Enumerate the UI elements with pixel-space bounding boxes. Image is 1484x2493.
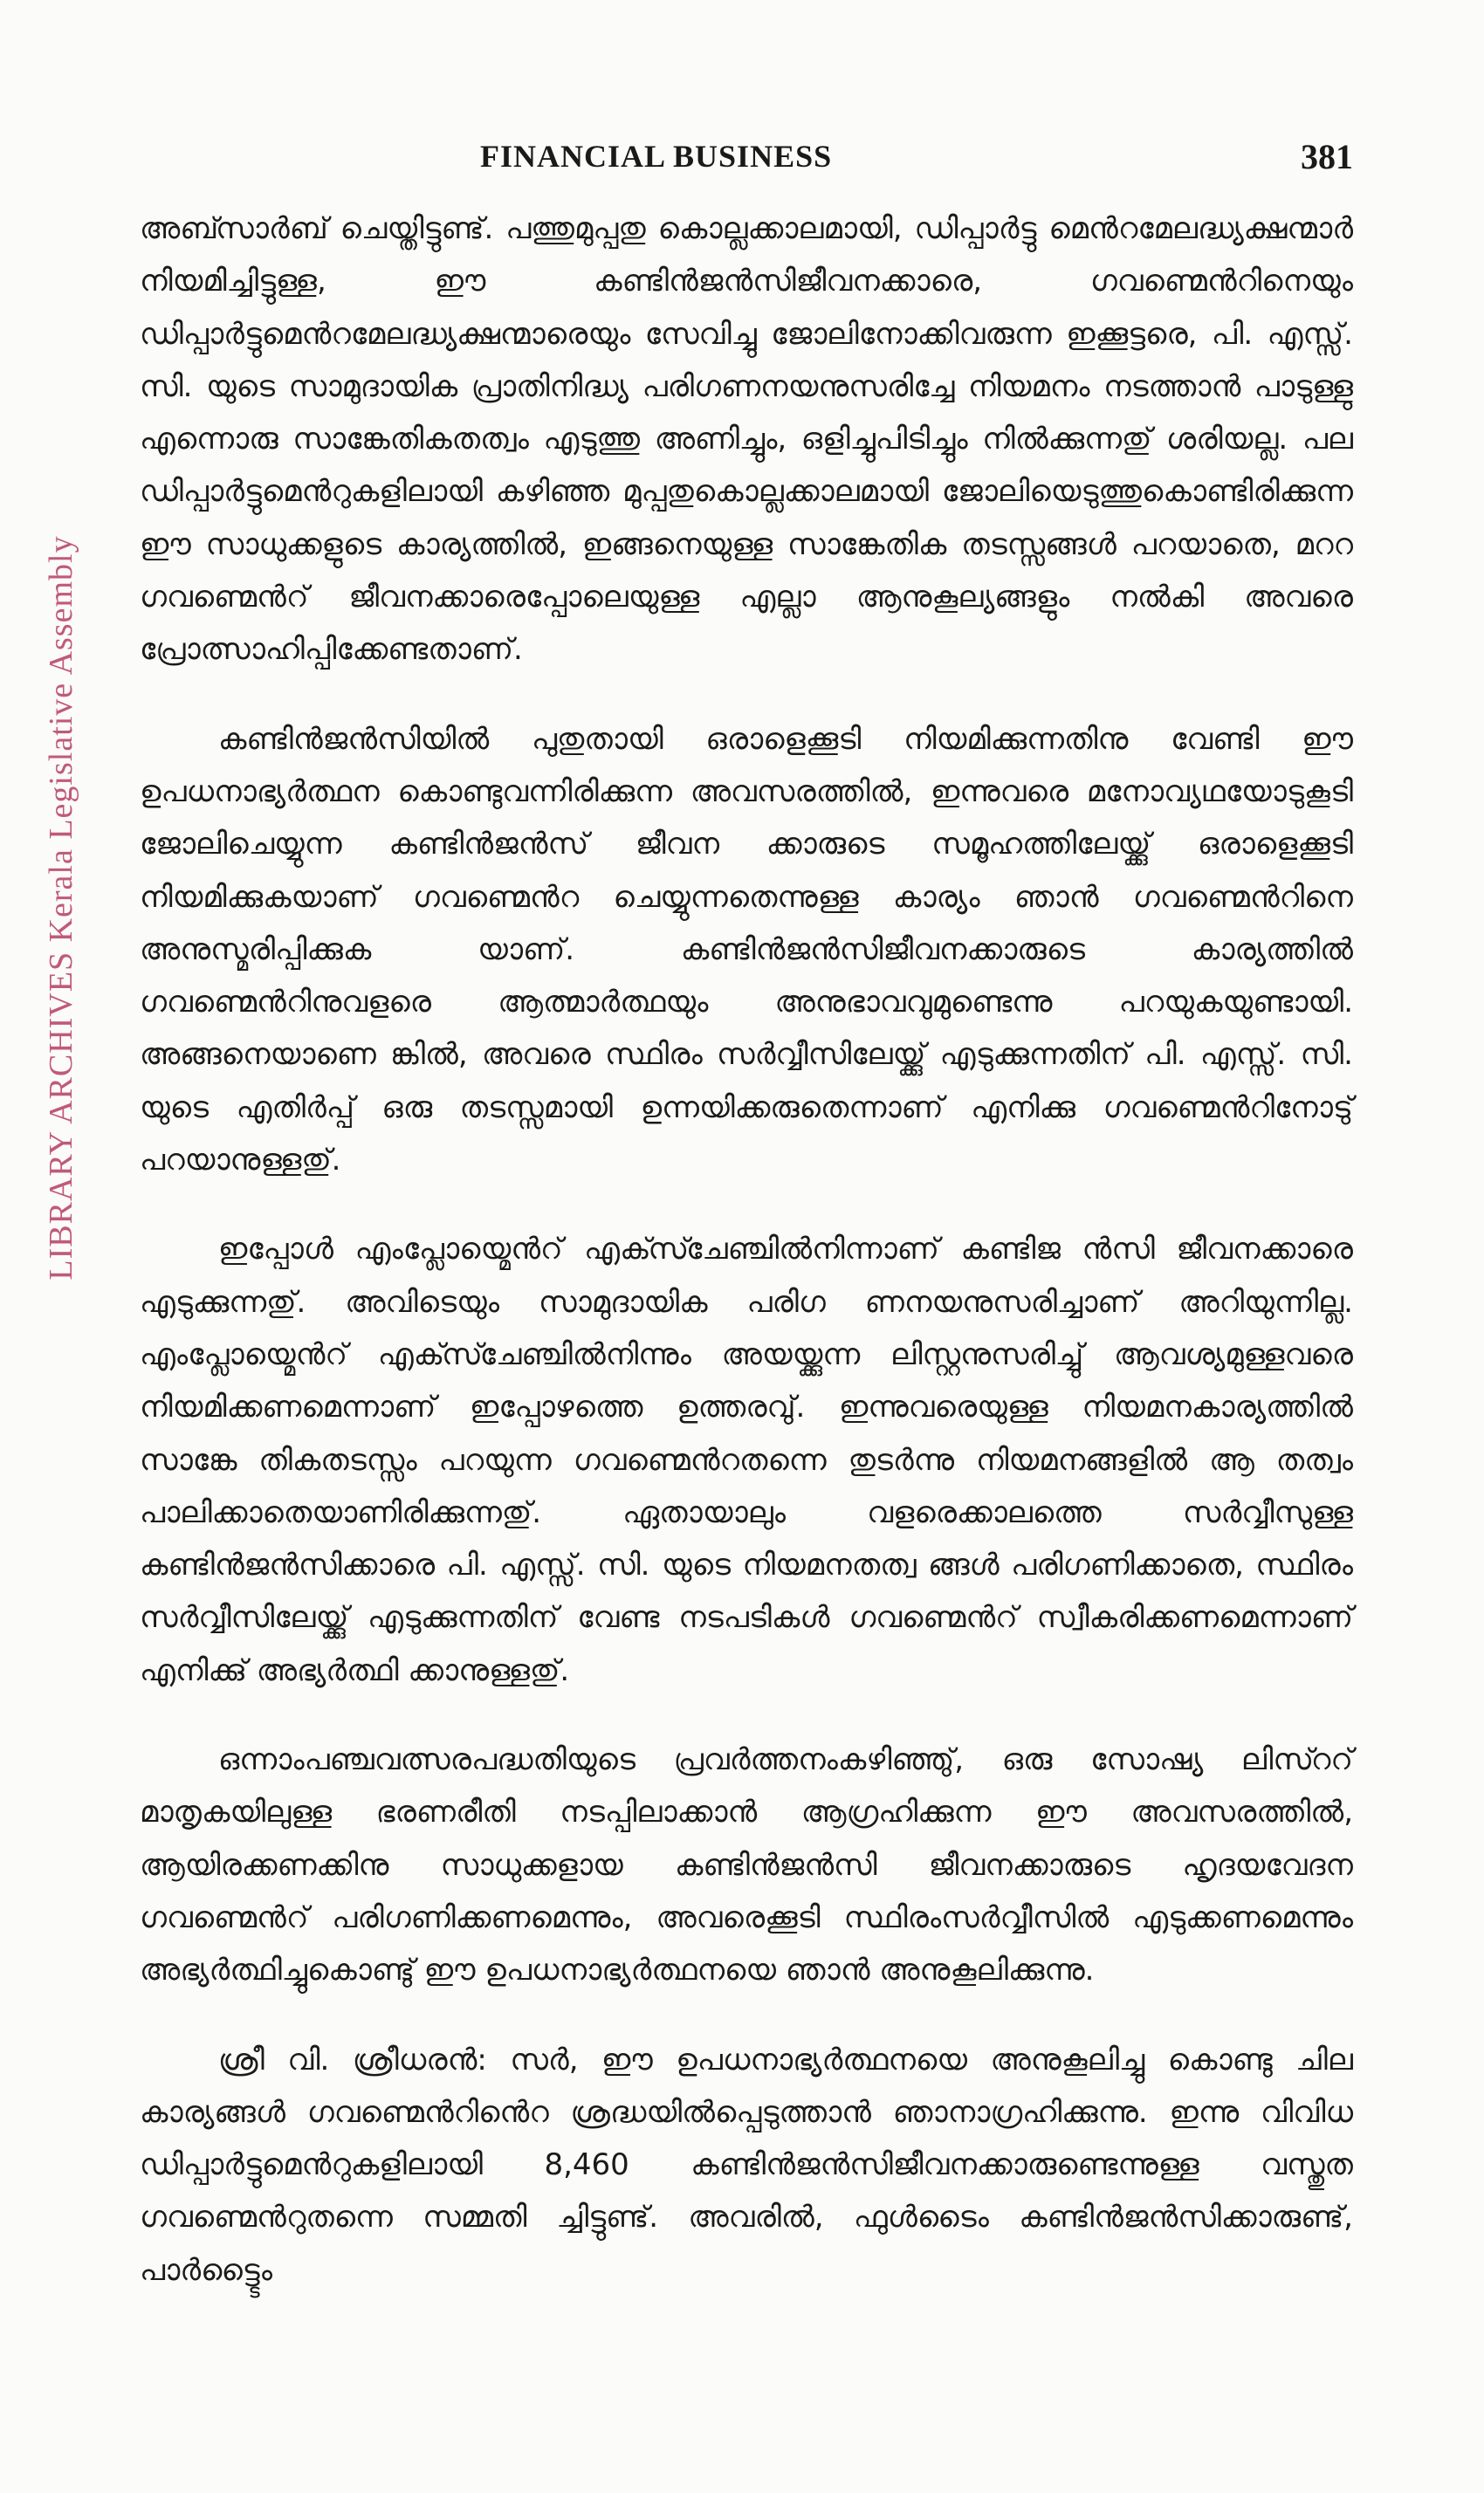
paragraph-1: അബ്സാർബ് ചെയ്തിട്ടുണ്ട്. പത്തുമുപ്പതു കൊല്ലക്കാലമായി, ഡിപ്പാർട്ടു മെൻറമേലദ്ധ്യക്ഷന്മാർ നിയമിച്ചിട്ടുള്ള, ഈ കണ്ടിൻജൻസിജീവനക്കാരെ, ഗവണ്മെൻറിനെയും ഡിപ്പാർട്ടുമെൻറമേലദ്ധ്യക്ഷന്മാരെയും സേവിച്ചു ജോലിനോക്കിവരുന്ന ഇക്കൂട്ടരെ, പി. എസ്സ്. സി. യുടെ സാമുദായിക പ്രാതിനിദ്ധ്യ പരിഗണനയനുസരിച്ചേ നിയമനം നടത്താൻ പാടുള്ളു എന്നൊരു സാങ്കേതികതത്വം എടുത്തു അണിച്ചും, ഒളിച്ചുപിടിച്ചും നിൽക്കുന്നതു് ശരിയല്ല. പല ഡിപ്പാർട്ടുമെൻറുകളിലായി കഴിഞ്ഞ മുപ്പതുകൊല്ലക്കാലമായി ജോലിയെടുത്തുകൊണ്ടിരിക്കുന്ന ഈ സാധുക്കളുടെ കാര്യത്തിൽ, ഇങ്ങനെയുള്ള സാങ്കേതിക തടസ്സങ്ങൾ പറയാതെ, മററ ഗവണ്മെൻറ് ജീവനക്കാരെപ്പോലെയുള്ള എല്ലാ ആനുകൂല്യങ്ങളും നൽകി അവരെ പ്രോത്സാഹിപ്പിക്കേണ്ടതാണ്. [140, 211, 1353, 668]
page-number: 381 [1301, 137, 1353, 176]
paragraph-3: ഇപ്പോൾ എംപ്ലോയ്മെൻറ് എക്സ്ചേഞ്ചിൽനിന്നാണ് കണ്ടിജ ൻസി ജീവനക്കാരെ എടുക്കുന്നതു്. അവിടെയും സാമുദായിക പരിഗ ണനയനുസരിച്ചാണ് അറിയുന്നില്ല. എംപ്ലോയ്മെൻറ് എക്സ്ചേഞ്ചിൽനിന്നും അയയ്ക്കുന്ന ലിസ്റ്റനുസരിച്ചു് ആവശ്യമുള്ളവരെ നിയമിക്കണമെന്നാണ് ഇപ്പോഴത്തെ ഉത്തരവു്. ഇന്നുവരെയുള്ള നിയമനകാര്യത്തിൽ സാങ്കേ തികതടസ്സം പറയുന്ന ഗവണ്മെൻറതന്നെ തുടർന്നു നിയമനങ്ങളിൽ ആ തത്വം പാലിക്കാതെയാണിരിക്കുന്നതു്. ഏതായാലും വളരെക്കാലത്തെ സർവ്വീസുള്ള കണ്ടിൻജൻസിക്കാരെ പി. എസ്സ്. സി. യുടെ നിയമനതത്വ ങ്ങൾ പരിഗണിക്കാതെ, സ്ഥിരം സർവ്വീസിലേയ്ക്കു് എടുക്കുന്നതിന് വേണ്ട നടപടികൾ ഗവണ്മെൻറ് സ്വീകരിക്കണമെന്നാണ് എനിക്കു് അഭ്യർത്ഥി ക്കാനുള്ളതു്. [140, 1232, 1353, 1688]
archive-watermark: LIBRARY ARCHIVES Kerala Legislative Assembly [43, 535, 79, 1281]
running-head: FINANCIAL BUSINESS [480, 139, 833, 174]
paragraph-2: കണ്ടിൻജൻസിയിൽ പുതുതായി ഒരാളെക്കൂടി നിയമിക്കുന്നതിനു വേണ്ടി ഈ ഉപധനാഭ്യർത്ഥന കൊണ്ടുവന്നിരിക്കുന്ന അവസരത്തിൽ, ഇന്നുവരെ മനോവ്യഥയോടുകൂടി ജോലിചെയ്യുന്ന കണ്ടിൻജൻസ് ജീവന ക്കാരുടെ സമൂഹത്തിലേയ്ക്കു് ഒരാളെക്കൂടി നിയമിക്കുകയാണ് ഗവണ്മെൻറ ചെയ്യുന്നതെന്നുള്ള കാര്യം ഞാൻ ഗവണ്മെൻറിനെ അനുസ്മരിപ്പിക്കുക യാണ്. കണ്ടിൻജൻസിജീവനക്കാരുടെ കാര്യത്തിൽ ഗവണ്മെൻറിനുവളരെ ആത്മാർത്ഥയും അനുഭാവവുമുണ്ടെന്നു പറയുകയുണ്ടായി. അങ്ങനെയാണെ ങ്കിൽ, അവരെ സ്ഥിരം സർവ്വീസിലേയ്ക്കു് എടുക്കുന്നതിന് പി. എസ്സ്. സി. യുടെ എതിർപ്പ് ഒരു തടസ്സമായി ഉന്നയിക്കരുതെന്നാണ് എനിക്കു ഗവണ്മെൻറിനോടു് പറയാനുള്ളതു്. [140, 721, 1353, 1178]
paragraph-4: ഒന്നാംപഞ്ചവത്സരപദ്ധതിയുടെ പ്രവർത്തനംകഴിഞ്ഞു്, ഒരു സോഷ്യ ലിസ്ററ് മാതൃകയിലുള്ള ഭരണരീതി നടപ്പിലാക്കാൻ ആഗ്രഹിക്കുന്ന ഈ അവസരത്തിൽ, ആയിരക്കണക്കിനു സാധുക്കളായ കണ്ടിൻജൻസി ജീവനക്കാരുടെ ഹൃദയവേദന ഗവണ്മെൻറ് പരിഗണിക്കണമെന്നും, അവരെക്കൂടി സ്ഥിരംസർവ്വീസിൽ എടുക്കണമെന്നും അഭ്യർത്ഥിച്ചുകൊണ്ടു് ഈ ഉപധനാഭ്യർത്ഥനയെ ഞാൻ അനുകൂലിക്കുന്നു. [140, 1742, 1353, 1988]
page-header [140, 131, 1353, 183]
body-text [140, 203, 1353, 2333]
paragraph-5: ശ്രീ വി. ശ്രീധരൻ: സർ, ഈ ഉപധനാഭ്യർത്ഥനയെ അനുകൂലിച്ചു കൊണ്ടു ചില കാര്യങ്ങൾ ഗവണ്മെൻറിൻെറ ശ്രദ്ധയിൽപ്പെടുത്താൻ ഞാനാഗ്രഹിക്കുന്നു. ഇന്നു വിവിധ ഡിപ്പാർട്ടുമെൻറുകളിലായി 8,460 കണ്ടിൻജൻസിജീവനക്കാരുണ്ടെന്നുള്ള വസ്തുത ഗവണ്മെൻറുതന്നെ സമ്മതി ച്ചിട്ടുണ്ട്. അവരിൽ, ഫുൾടൈം കണ്ടിൻജൻസിക്കാരുണ്ട്, പാർട്ട്ടൈം [140, 2042, 1353, 2288]
